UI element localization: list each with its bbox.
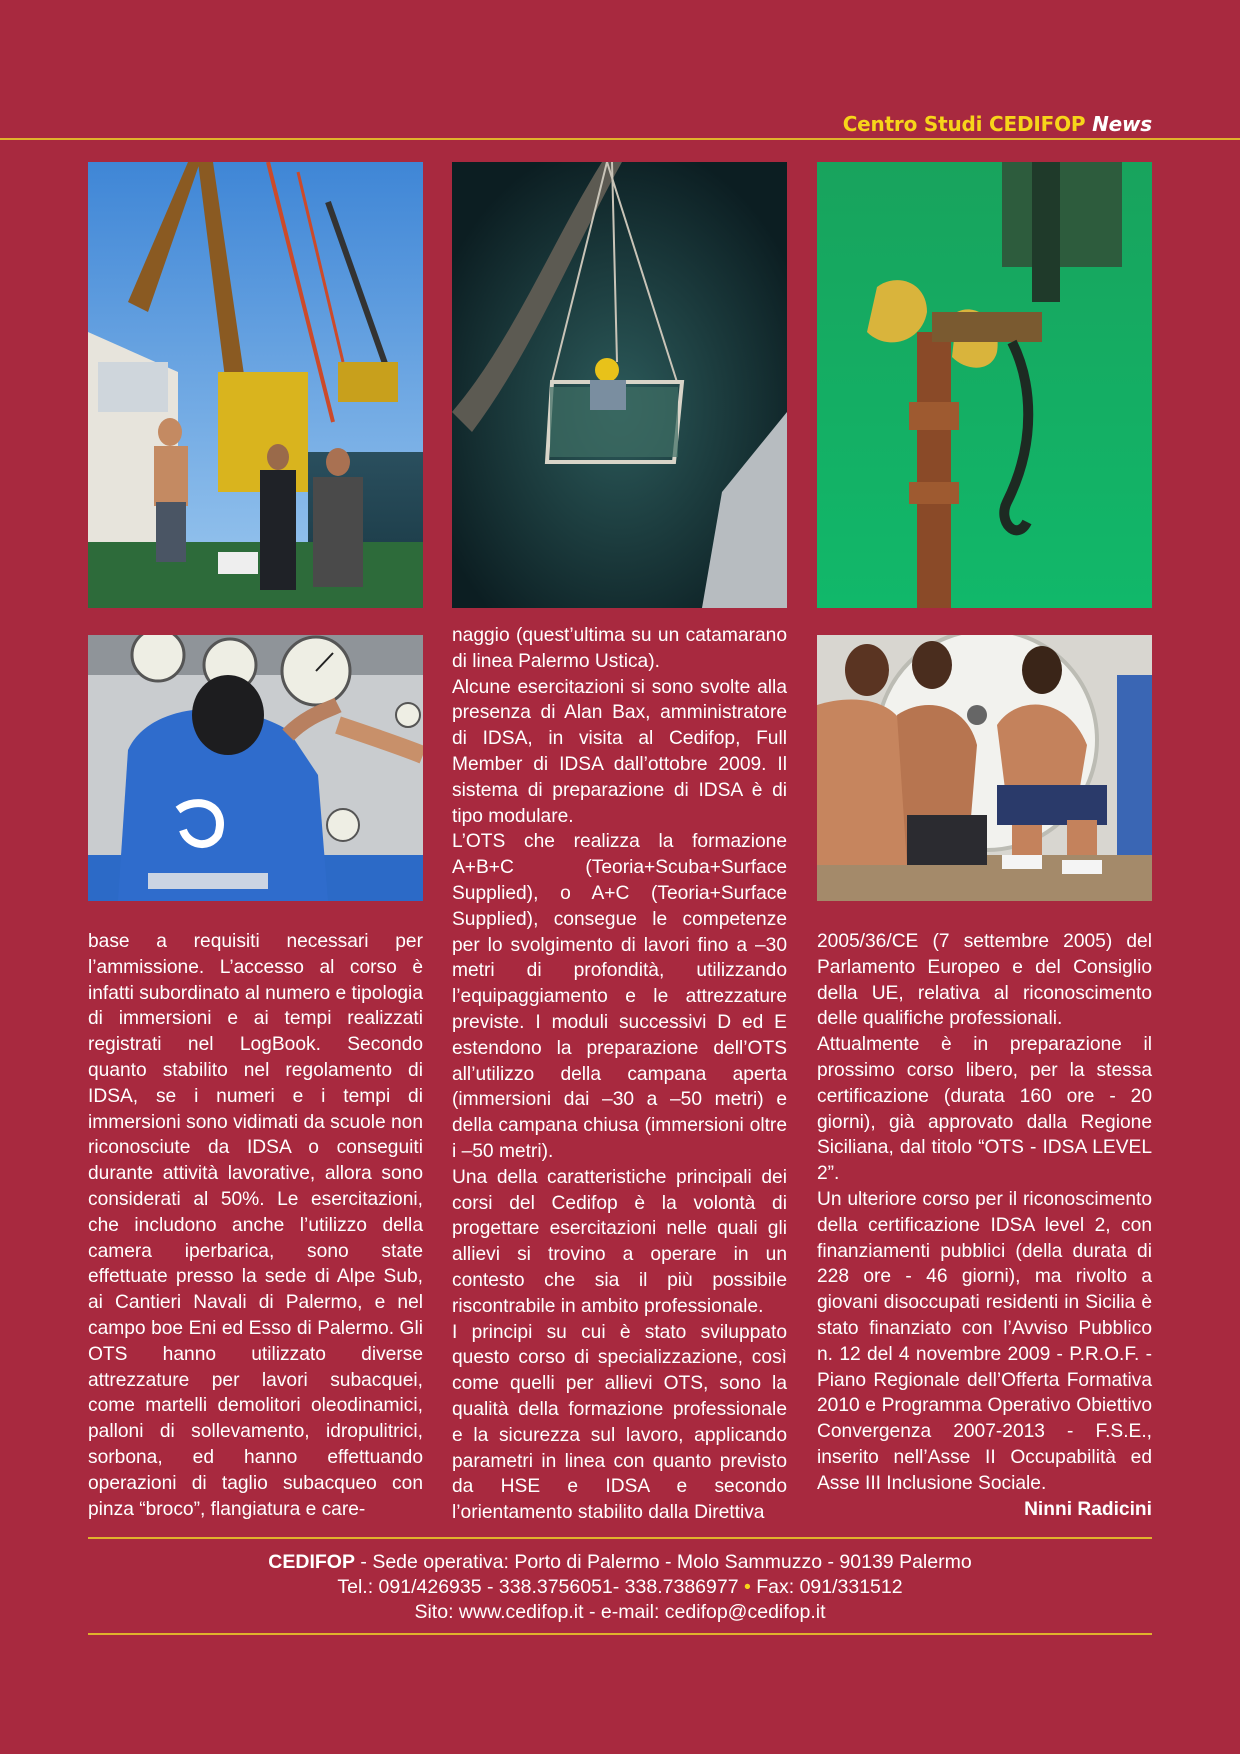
header-rule	[0, 138, 1240, 140]
harbor-crane-workers-photo	[88, 162, 423, 608]
author-signature: Ninni Radicini	[1024, 1498, 1152, 1520]
footer-contact-line	[88, 1575, 1152, 1600]
footer-tel: Tel.: 091/426935 - 338.3756051- 338.7386977	[337, 1576, 744, 1598]
hyperbaric-chamber-photo	[817, 635, 1152, 901]
middle-paragraph-3: L’OTS che realizza la formazione A+B+C (Teoria+Scuba+Surface Supplied), o A+C (Teoria+Surface Supplied), consegue le competenze per lo svolgimento di lavori fino a –30 metri di profondità, utilizzando l’equipaggiamento e le attrezzature previste. I moduli successivi D ed E estendono la preparazione dell’OTS all’utilizzo della campana aperta (immersioni dai –30 a –50 metri) e della campana chiusa (immersioni oltre i –50 metri).	[452, 831, 787, 1162]
diver-in-cage-photo	[452, 162, 787, 608]
middle-paragraph-5: I principi su cui è stato sviluppato questo corso di specializzazione, così come quelli per allievi OTS, sono la qualità della formazione professionale e la sicurezza sul lavoro, applicando parametri in linea con quanto previsto da HSE e IDSA e secondo l’orientamento stabilito dalla Direttiva	[452, 1321, 787, 1524]
underwater-green-photo	[817, 162, 1152, 608]
footer	[88, 1550, 1152, 1625]
text-column-right	[817, 929, 1152, 1522]
footer-web-line: Sito: www.cedifop.it - e-mail: cedifop@cedifop.it	[414, 1601, 826, 1623]
footer-rule-bottom	[88, 1633, 1152, 1635]
right-paragraph-3: Un ulteriore corso per il riconoscimento della certificazione IDSA level 2, con finanziamenti pubblici (della durata di 228 ore - 46 giorni), ma rivolto a giovani disoccupati residenti in Sicilia è stato finanziato con l’Avviso Pubblico n. 12 del 4 novembre 2009 - P.R.O.F. - Piano Regionale dell’Offerta Formativa 2010 e Programma Operativo Obiettivo Convergenza 2007-2013 - F.S.E., inserito nell’Asse II Occupabilità ed Asse III Inclusione Sociale.	[817, 1188, 1152, 1494]
text-column-middle	[452, 623, 787, 1526]
right-paragraph-1: 2005/36/CE (7 settembre 2005) del Parlamento Europeo e del Consiglio della UE, relativa al riconoscimento delle qualifiche professionali.	[817, 931, 1152, 1030]
middle-paragraph-1: naggio (quest’ultima su un catamarano di linea Palermo Ustica).	[452, 625, 787, 672]
footer-rule-top	[88, 1537, 1152, 1539]
footer-org: CEDIFOP	[268, 1551, 355, 1573]
footer-address-line	[88, 1550, 1152, 1575]
middle-paragraph-4: Una della caratteristiche principali dei corsi del Cedifop è la volontà di progettare esercitazioni nelle quali gli allievi si trovino a operare in un contesto che sia il più possibile riscontrabile in ambito professionale.	[452, 1166, 787, 1317]
hyperbaric-control-panel-photo	[88, 635, 423, 901]
footer-fax: Fax: 091/331512	[750, 1576, 903, 1598]
header-title-news: News	[1092, 112, 1152, 136]
header-title	[843, 112, 1152, 136]
text-column-left	[88, 929, 423, 1522]
right-paragraph-2: Attualmente è in preparazione il prossimo corso libero, per la stessa certificazione (durata 160 ore - 20 giorni), già approvato dalla Regione Siciliana, dal titolo “OTS - IDSA LEVEL 2”.	[817, 1034, 1152, 1185]
middle-paragraph-2: Alcune esercitazioni si sono svolte alla presenza di Alan Bax, amministratore di IDSA, in visita al Cedifop, Full Member di IDSA dall’ottobre 2009. Il sistema di preparazione di IDSA è di tipo modulare.	[452, 676, 787, 827]
footer-address: - Sede operativa: Porto di Palermo - Molo Sammuzzo - 90139 Palermo	[354, 1551, 972, 1573]
header-title-main: Centro Studi CEDIFOP	[842, 112, 1086, 136]
footer-bullet: •	[743, 1576, 751, 1598]
left-paragraph-1: base a requisiti necessari per l’ammissione. L’accesso al corso è infatti subordinato al numero e tipologia di immersioni e ai tempi realizzati registrati nel LogBook. Secondo quanto stabilito nel regolamento di IDSA, se i numeri e i tempi di immersioni sono vidimati da scuole non riconosciute da IDSA o conseguiti durante attività lavorative, allora sono considerati al 50%. Le esercitazioni, che includono anche l’utilizzo della camera iperbarica, sono state effettuate presso la sede di Alpe Sub, ai Cantieri Navali di Palermo, e nel campo boe Eni ed Esso di Palermo. Gli OTS hanno utilizzato diverse attrezzature per lavori subacquei, come martelli demolitori oleodinamici, palloni di sollevamento, idropulitrici, sorbona, ed hanno effettuando operazioni di taglio subacqueo con pinza “broco”, flangiatura e care-	[88, 931, 423, 1520]
